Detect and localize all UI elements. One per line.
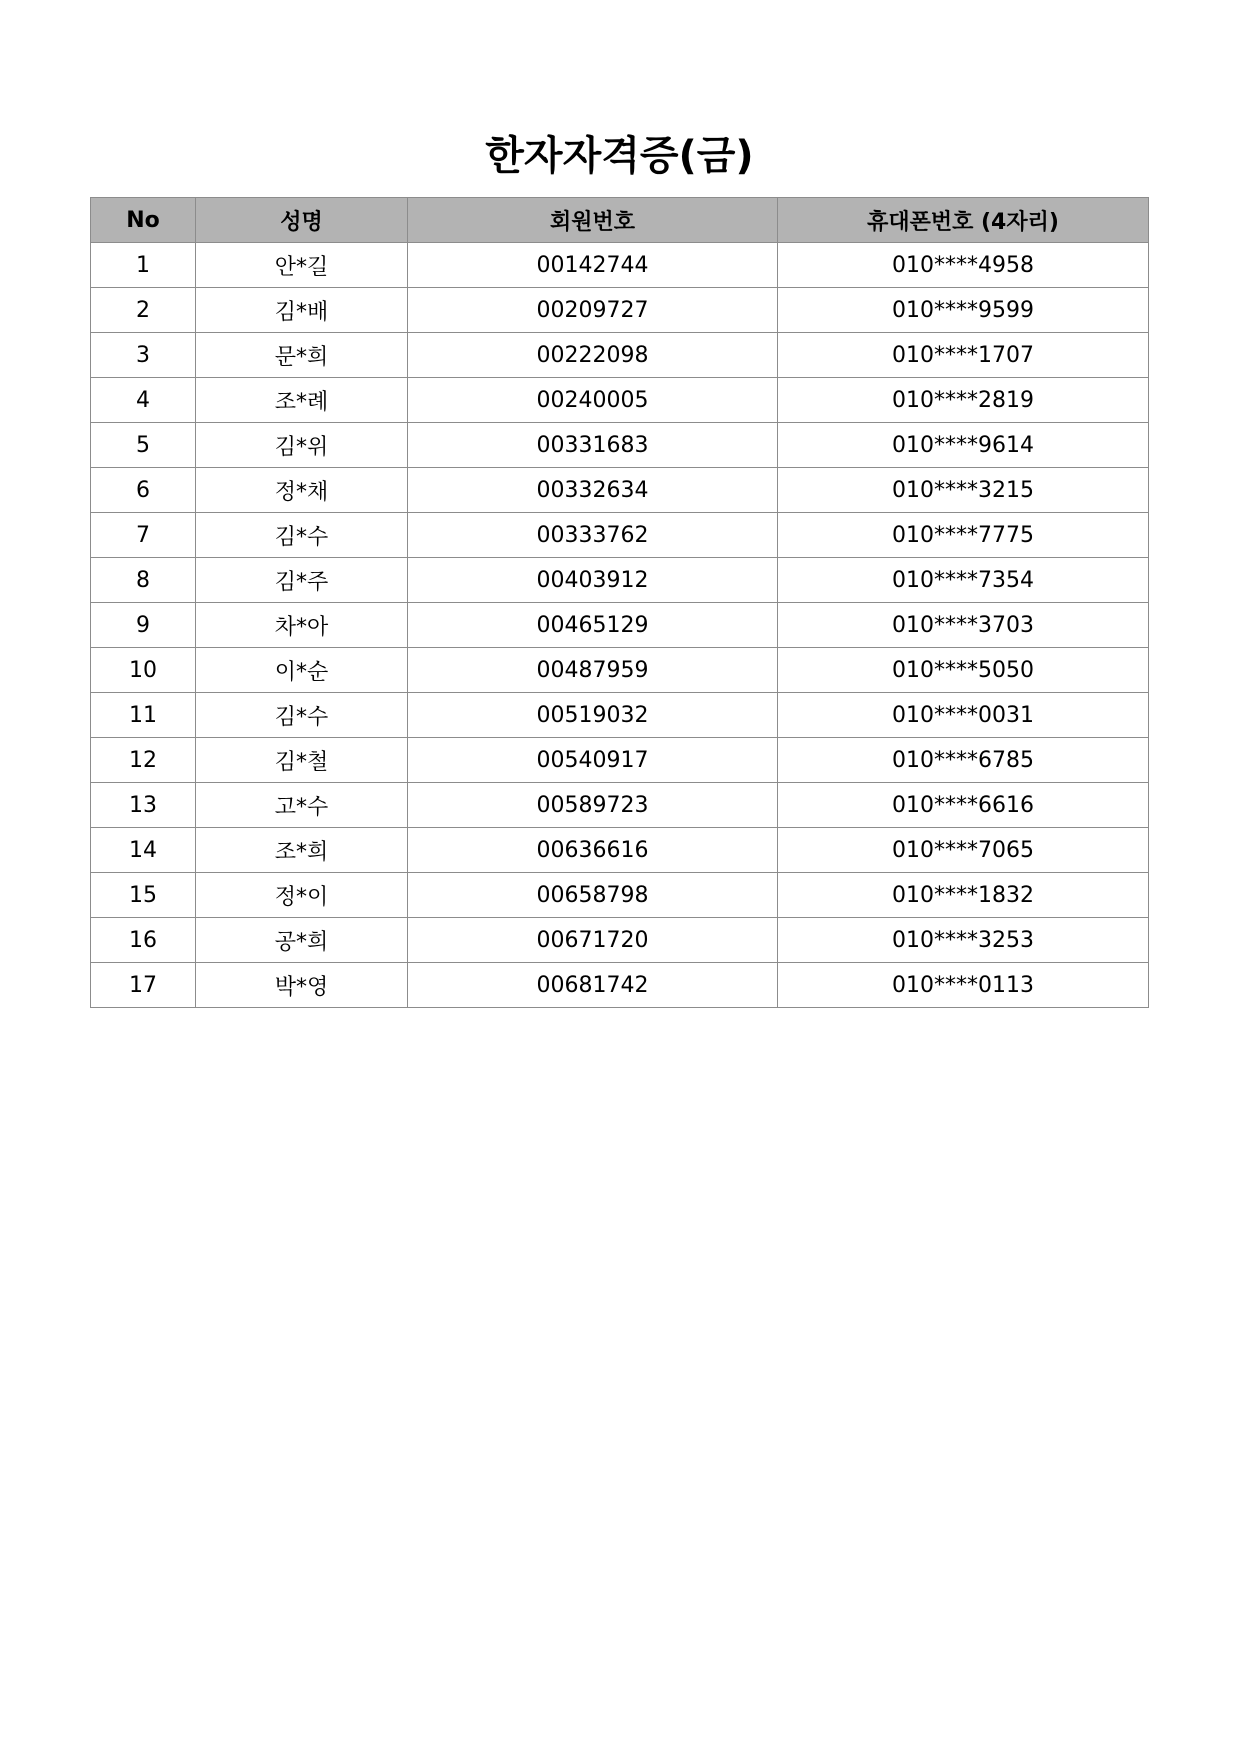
table-row	[91, 828, 1149, 873]
cell-name: 조*희	[196, 828, 408, 873]
cell-member-id: 00403912	[408, 558, 778, 603]
table-row	[91, 558, 1149, 603]
header-phone: 휴대폰번호 (4자리)	[778, 198, 1149, 243]
cell-no: 17	[91, 963, 196, 1008]
cell-name: 안*길	[196, 243, 408, 288]
cell-phone: 010****4958	[778, 243, 1149, 288]
cell-name: 김*배	[196, 288, 408, 333]
cell-name: 문*희	[196, 333, 408, 378]
cell-phone: 010****5050	[778, 648, 1149, 693]
header-no: No	[91, 198, 196, 243]
table-row	[91, 648, 1149, 693]
cell-name: 조*례	[196, 378, 408, 423]
cell-no: 9	[91, 603, 196, 648]
table-header-row	[91, 198, 1149, 243]
cell-member-id: 00671720	[408, 918, 778, 963]
table-row	[91, 783, 1149, 828]
cell-phone: 010****3215	[778, 468, 1149, 513]
table-row	[91, 468, 1149, 513]
table-row	[91, 963, 1149, 1008]
cell-phone: 010****0031	[778, 693, 1149, 738]
cell-member-id: 00331683	[408, 423, 778, 468]
cell-member-id: 00681742	[408, 963, 778, 1008]
table-row	[91, 378, 1149, 423]
cell-member-id: 00142744	[408, 243, 778, 288]
cell-phone: 010****0113	[778, 963, 1149, 1008]
cell-phone: 010****3253	[778, 918, 1149, 963]
cell-phone: 010****7354	[778, 558, 1149, 603]
cell-name: 정*채	[196, 468, 408, 513]
cell-name: 공*희	[196, 918, 408, 963]
cell-no: 11	[91, 693, 196, 738]
cell-name: 박*영	[196, 963, 408, 1008]
cell-no: 16	[91, 918, 196, 963]
cell-member-id: 00487959	[408, 648, 778, 693]
table-row	[91, 918, 1149, 963]
cell-no: 5	[91, 423, 196, 468]
cell-member-id: 00589723	[408, 783, 778, 828]
cell-no: 12	[91, 738, 196, 783]
header-member-id: 회원번호	[408, 198, 778, 243]
cell-phone: 010****3703	[778, 603, 1149, 648]
cell-member-id: 00222098	[408, 333, 778, 378]
cell-phone: 010****9599	[778, 288, 1149, 333]
cell-member-id: 00658798	[408, 873, 778, 918]
cell-member-id: 00332634	[408, 468, 778, 513]
cell-no: 14	[91, 828, 196, 873]
cell-member-id: 00209727	[408, 288, 778, 333]
cell-member-id: 00540917	[408, 738, 778, 783]
cell-member-id: 00240005	[408, 378, 778, 423]
cell-no: 7	[91, 513, 196, 558]
cell-no: 8	[91, 558, 196, 603]
cell-member-id: 00465129	[408, 603, 778, 648]
table-row	[91, 603, 1149, 648]
cell-no: 4	[91, 378, 196, 423]
cell-name: 김*철	[196, 738, 408, 783]
cell-no: 15	[91, 873, 196, 918]
cell-no: 1	[91, 243, 196, 288]
cell-no: 3	[91, 333, 196, 378]
cell-no: 10	[91, 648, 196, 693]
cell-name: 차*아	[196, 603, 408, 648]
cell-name: 이*순	[196, 648, 408, 693]
cell-phone: 010****9614	[778, 423, 1149, 468]
table-row	[91, 423, 1149, 468]
table-row	[91, 738, 1149, 783]
cell-no: 13	[91, 783, 196, 828]
table-row	[91, 693, 1149, 738]
cell-name: 김*수	[196, 513, 408, 558]
page-title: 한자자격증(금)	[485, 133, 754, 179]
cell-no: 6	[91, 468, 196, 513]
cell-member-id: 00333762	[408, 513, 778, 558]
cell-phone: 010****6616	[778, 783, 1149, 828]
table-row	[91, 873, 1149, 918]
cell-phone: 010****7065	[778, 828, 1149, 873]
cell-phone: 010****7775	[778, 513, 1149, 558]
cell-name: 김*수	[196, 693, 408, 738]
cell-member-id: 00519032	[408, 693, 778, 738]
cell-phone: 010****1832	[778, 873, 1149, 918]
cell-name: 김*위	[196, 423, 408, 468]
cell-no: 2	[91, 288, 196, 333]
cell-name: 고*수	[196, 783, 408, 828]
cell-phone: 010****6785	[778, 738, 1149, 783]
cell-phone: 010****2819	[778, 378, 1149, 423]
header-name: 성명	[196, 198, 408, 243]
table-row	[91, 288, 1149, 333]
table-row	[91, 513, 1149, 558]
table-row	[91, 333, 1149, 378]
cell-member-id: 00636616	[408, 828, 778, 873]
table-row	[91, 243, 1149, 288]
cell-phone: 010****1707	[778, 333, 1149, 378]
cell-name: 김*주	[196, 558, 408, 603]
cell-name: 정*이	[196, 873, 408, 918]
certificate-roster-table	[90, 197, 1149, 1008]
